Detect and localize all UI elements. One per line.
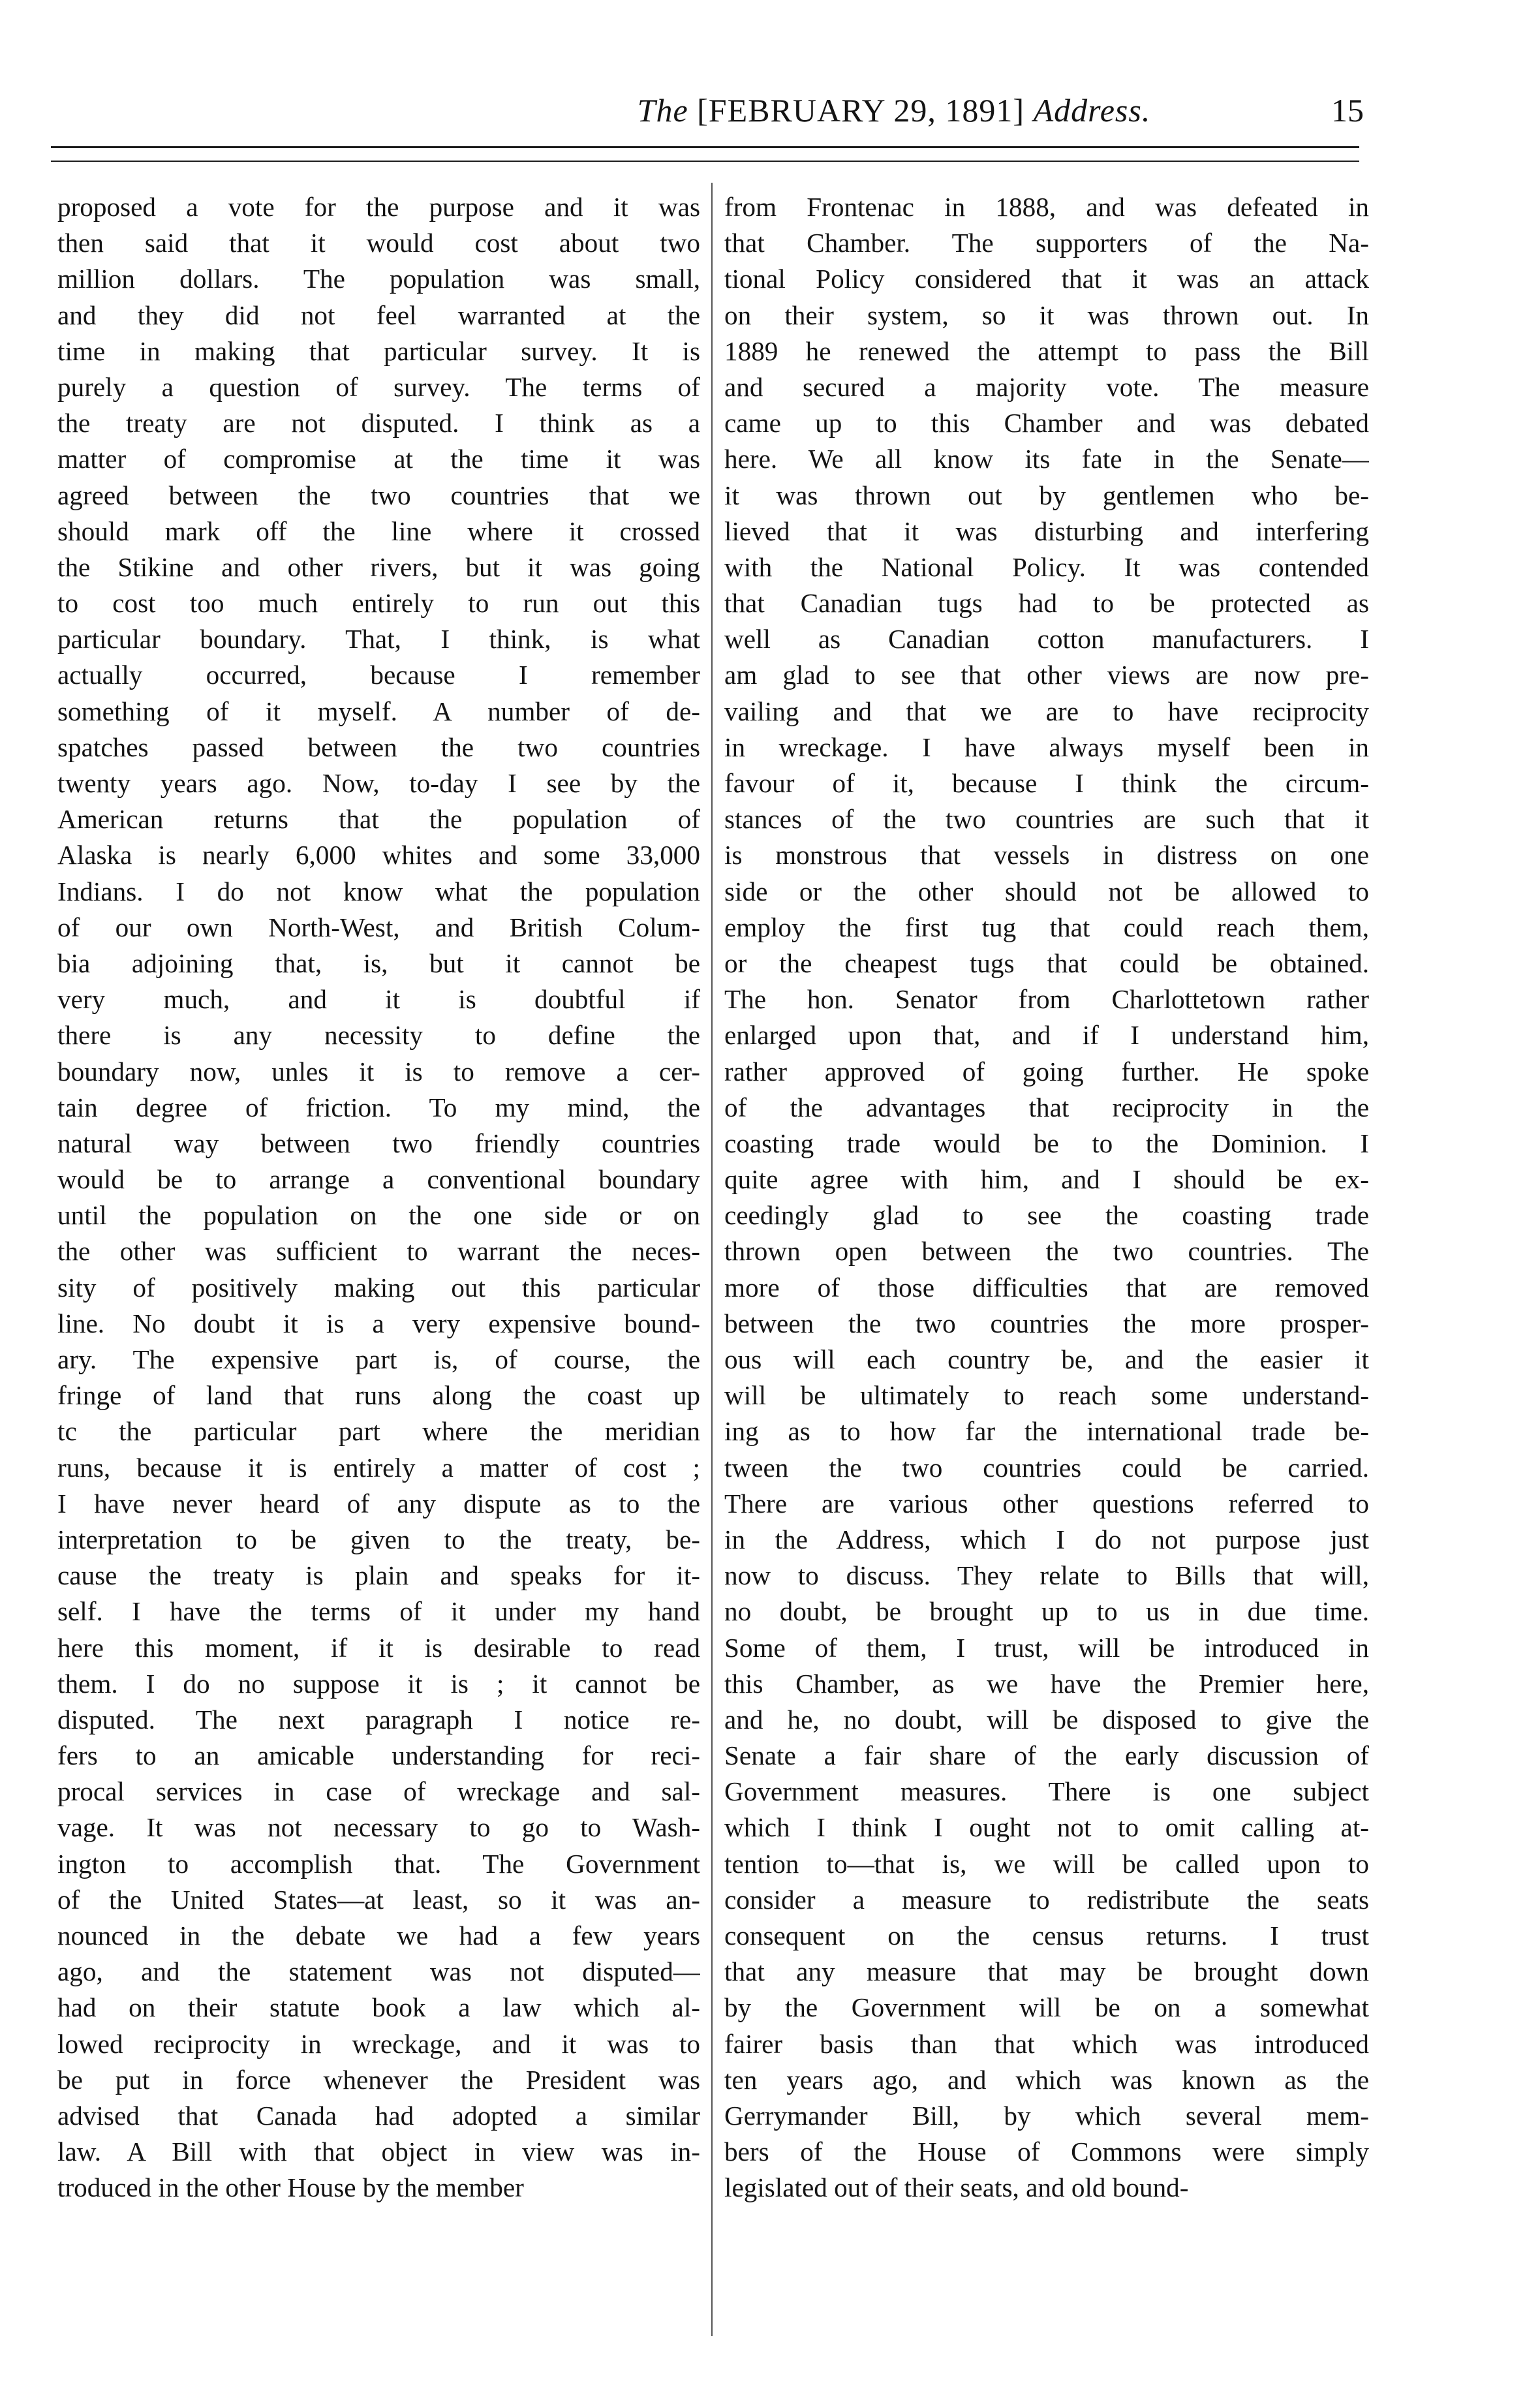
text-line: tention to—that is, we will be called upon to [724,1848,1369,1879]
text-line: which I think I ought not to omit calling at- [724,1812,1369,1843]
text-line: spatches passed between the two countries [57,732,700,762]
text-line: this Chamber, as we have the Premier here, [724,1668,1369,1699]
text-line: that any measure that may be brought down [724,1956,1369,1987]
text-line: thrown open between the two countries. The [724,1236,1369,1267]
text-line: that Chamber. The supporters of the Na- [724,228,1369,258]
text-line: million dollars. The population was small, [57,264,700,294]
text-line: enlarged upon that, and if I understand him, [724,1020,1369,1051]
text-line: agreed between the two countries that we [57,480,700,510]
text-line: interpretation to be given to the treaty, be- [57,1524,700,1554]
text-line: now to discuss. They relate to Bills that will, [724,1560,1369,1591]
text-line: fairer basis than that which was introduced [724,2028,1369,2059]
text-line: ous will each country be, and the easier it [724,1344,1369,1374]
text-line: here. We all know its fate in the Senate— [724,444,1369,474]
text-line: coasting trade would be to the Dominion. I [724,1128,1369,1158]
header-rule-thick [51,146,1359,148]
text-line: tc the particular part where the meridian [57,1416,700,1447]
text-line: cause the treaty is plain and speaks for it- [57,1560,700,1591]
text-line: the treaty are not disputed. I think as a [57,408,700,439]
running-head [418,91,1370,129]
text-line: The hon. Senator from Charlottetown rather [724,984,1369,1015]
text-line: and they did not feel warranted at the [57,300,700,330]
text-line: am glad to see that other views are now pre- [724,660,1369,690]
text-line: boundary now, unles it is to remove a cer- [57,1056,700,1087]
text-line: lowed reciprocity in wreckage, and it was to [57,2028,700,2059]
page-number: 15 [1331,92,1364,129]
text-line: be put in force whenever the President was [57,2064,700,2095]
text-line: bia adjoining that, is, but it cannot be [57,948,700,978]
text-line: very much, and it is doubtful if [57,984,700,1015]
text-line: them. I do no suppose it is ; it cannot be [57,1668,700,1699]
text-line: until the population on the one side or on [57,1200,700,1231]
text-line: came up to this Chamber and was debated [724,408,1369,439]
text-line: it was thrown out by gentlemen who be- [724,480,1369,510]
text-line: There are various other questions referred to [724,1488,1369,1519]
text-line: quite agree with him, and I should be ex- [724,1164,1369,1195]
text-line: Alaska is nearly 6,000 whites and some 33,000 [57,840,700,871]
text-line: well as Canadian cotton manufacturers. I [724,624,1369,655]
text-line: should mark off the line where it crossed [57,516,700,546]
text-line: vage. It was not necessary to go to Wash- [57,1812,700,1843]
text-line: between the two countries the more prosper- [724,1308,1369,1338]
text-line: purely a question of survey. The terms of [57,371,700,402]
text-line: lieved that it was disturbing and interfering [724,516,1369,546]
text-line: advised that Canada had adopted a similar [57,2100,700,2131]
text-line: stances of the two countries are such that it [724,804,1369,835]
text-line: employ the first tug that could reach them, [724,912,1369,942]
text-line: side or the other should not be allowed to [724,876,1369,906]
text-line: of the advantages that reciprocity in the [724,1092,1369,1122]
text-line: would be to arrange a conventional boundary [57,1164,700,1195]
text-line: matter of compromise at the time it was [57,444,700,474]
text-line: troduced in the other House by the member [57,2172,524,2203]
text-line: Indians. I do not know what the population [57,876,700,906]
text-line: ago, and the statement was not disputed— [57,1956,700,1987]
text-line: of our own North-West, and British Colum- [57,912,700,942]
text-line: that Canadian tugs had to be protected as [724,588,1369,619]
text-line: ary. The expensive part is, of course, the [57,1344,700,1374]
text-line: time in making that particular survey. It is [57,335,700,366]
text-line: of the United States—at least, so it was an- [57,1884,700,1915]
text-line: nounced in the debate we had a few years [57,1921,700,1951]
text-line: ing as to how far the international trade be- [724,1416,1369,1447]
text-line: Gerrymander Bill, by which several mem- [724,2100,1369,2131]
text-line: and secured a majority vote. The measure [724,371,1369,402]
text-line: ceedingly glad to see the coasting trade [724,1200,1369,1231]
text-line: had on their statute book a law which al- [57,1992,700,2023]
running-head-date: [FEBRUARY 29, 1891] [697,92,1025,129]
text-line: favour of it, because I think the circum- [724,768,1369,798]
text-line: self. I have the terms of it under my hand [57,1596,700,1627]
text-line: on their system, so it was thrown out. In [724,300,1369,330]
text-line: American returns that the population of [57,804,700,835]
text-line: in the Address, which I do not purpose just [724,1524,1369,1554]
text-line: proposed a vote for the purpose and it was [57,192,700,222]
text-line: no doubt, be brought up to us in due time. [724,1596,1369,1627]
right-column [724,189,1369,2206]
text-line: in wreckage. I have always myself been in [724,732,1369,762]
running-head-suffix: Address. [1033,92,1151,129]
text-line: Some of them, I trust, will be introduced in [724,1632,1369,1663]
text-line: legislated out of their seats, and old bound- [724,2172,1189,2203]
text-line: to cost too much entirely to run out this [57,588,700,619]
text-line: line. No doubt it is a very expensive bound- [57,1308,700,1338]
column-divider [711,183,713,2336]
text-line: Government measures. There is one subject [724,1776,1369,1807]
text-line: tain degree of friction. To my mind, the [57,1092,700,1122]
text-line: actually occurred, because I remember [57,660,700,690]
text-line: more of those difficulties that are removed [724,1272,1369,1303]
text-line: consider a measure to redistribute the seats [724,1884,1369,1915]
running-head-prefix: The [637,92,688,129]
text-line: particular boundary. That, I think, is what [57,624,700,655]
text-line: there is any necessity to define the [57,1020,700,1051]
text-line: bers of the House of Commons were simply [724,2136,1369,2167]
text-line: from Frontenac in 1888, and was defeated in [724,192,1369,222]
text-line: tween the two countries could be carried. [724,1452,1369,1483]
text-line: runs, because it is entirely a matter of cost ; [57,1452,700,1483]
text-line: sity of positively making out this particular [57,1272,700,1303]
text-line: vailing and that we are to have reciprocity [724,696,1369,726]
text-line: I have never heard of any dispute as to the [57,1488,700,1519]
text-line: something of it myself. A number of de- [57,696,700,726]
text-line: natural way between two friendly countries [57,1128,700,1158]
left-column [57,189,700,2206]
text-line: by the Government will be on a somewhat [724,1992,1369,2023]
text-line: 1889 he renewed the attempt to pass the Bill [724,335,1369,366]
text-line: the other was sufficient to warrant the neces- [57,1236,700,1267]
text-line: consequent on the census returns. I trust [724,1921,1369,1951]
text-line: fringe of land that runs along the coast up [57,1380,700,1411]
text-line: will be ultimately to reach some understand- [724,1380,1369,1411]
text-line: ten years ago, and which was known as the [724,2064,1369,2095]
text-line: law. A Bill with that object in view was in- [57,2136,700,2167]
text-line: the Stikine and other rivers, but it was going [57,551,700,582]
text-line: with the National Policy. It was contended [724,551,1369,582]
text-line: twenty years ago. Now, to-day I see by the [57,768,700,798]
text-line: Senate a fair share of the early discussion of [724,1740,1369,1771]
text-line: fers to an amicable understanding for reci- [57,1740,700,1771]
text-line: rather approved of going further. He spoke [724,1056,1369,1087]
text-line: disputed. The next paragraph I notice re- [57,1704,700,1735]
text-line: ington to accomplish that. The Government [57,1848,700,1879]
text-line: here this moment, if it is desirable to read [57,1632,700,1663]
text-line: then said that it would cost about two [57,228,700,258]
text-line: or the cheapest tugs that could be obtained. [724,948,1369,978]
text-line: tional Policy considered that it was an attack [724,264,1369,294]
text-line: and he, no doubt, will be disposed to give the [724,1704,1369,1735]
text-line: procal services in case of wreckage and sal- [57,1776,700,1807]
header-rule-thin [51,161,1359,162]
text-line: is monstrous that vessels in distress on one [724,840,1369,871]
